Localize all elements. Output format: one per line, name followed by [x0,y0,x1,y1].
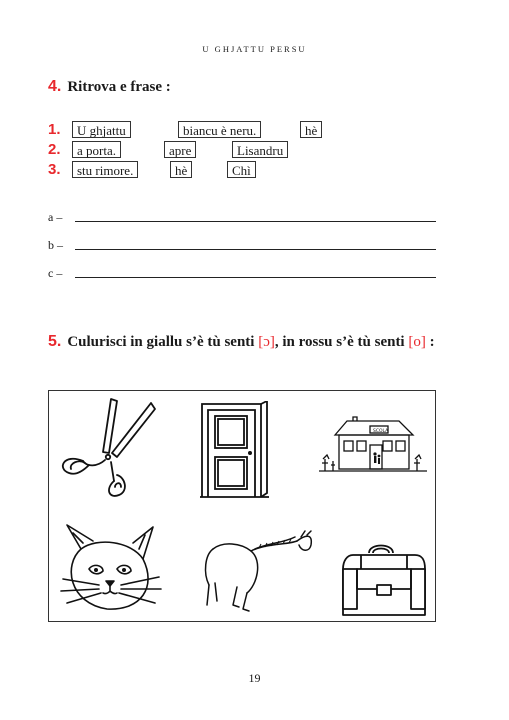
exercise-5-title-part1: Culurisci in giallu s’è tù senti [67,334,259,350]
page-number: 19 [248,671,261,685]
school-building-icon[interactable] [317,413,429,483]
row-1-number: 1. [48,121,61,138]
row-3-number: 3. [48,161,61,178]
row-2-number: 2. [48,141,61,158]
exercise-5-heading [48,330,438,354]
word-box: biancu è neru. [178,121,261,138]
word-box: stu rimore. [72,161,138,178]
answer-line-a[interactable] [75,221,436,222]
word-box: Chì [227,161,256,178]
exercise-5-title-part2: , in rossu s’è tù senti [274,334,409,350]
picture-frame [48,390,436,622]
word-box: hè [170,161,192,178]
ipa-closed-o: [o] [408,334,426,350]
school-bag-icon[interactable] [339,539,429,621]
ipa-open-o: [ɔ] [258,334,275,350]
school-sign-text: SCOLA [373,429,389,434]
answer-label-b: b – [48,238,63,252]
running-head: U GHJATTU PERSU [202,44,307,54]
exercise-4-title: Ritrova e frase : [67,79,171,95]
cat-walking-icon[interactable] [197,521,317,617]
cat-face-icon[interactable] [59,521,163,617]
exercise-5-title-end: : [425,334,435,350]
scissors-icon[interactable] [59,397,159,497]
answer-line-b[interactable] [75,249,436,250]
word-box: hè [300,121,322,138]
answer-line-c[interactable] [75,277,436,278]
exercise-4-number: 4. [48,78,62,95]
word-box: Lisandru [232,141,288,158]
answer-label-c: c – [48,266,63,280]
answer-label-a: a – [48,210,63,224]
exercise-5-number: 5. [48,333,62,350]
word-box: a porta. [72,141,121,158]
exercise-4-heading [48,78,171,96]
word-box: U ghjattu [72,121,131,138]
word-box: apre [164,141,196,158]
door-icon[interactable] [199,401,271,499]
